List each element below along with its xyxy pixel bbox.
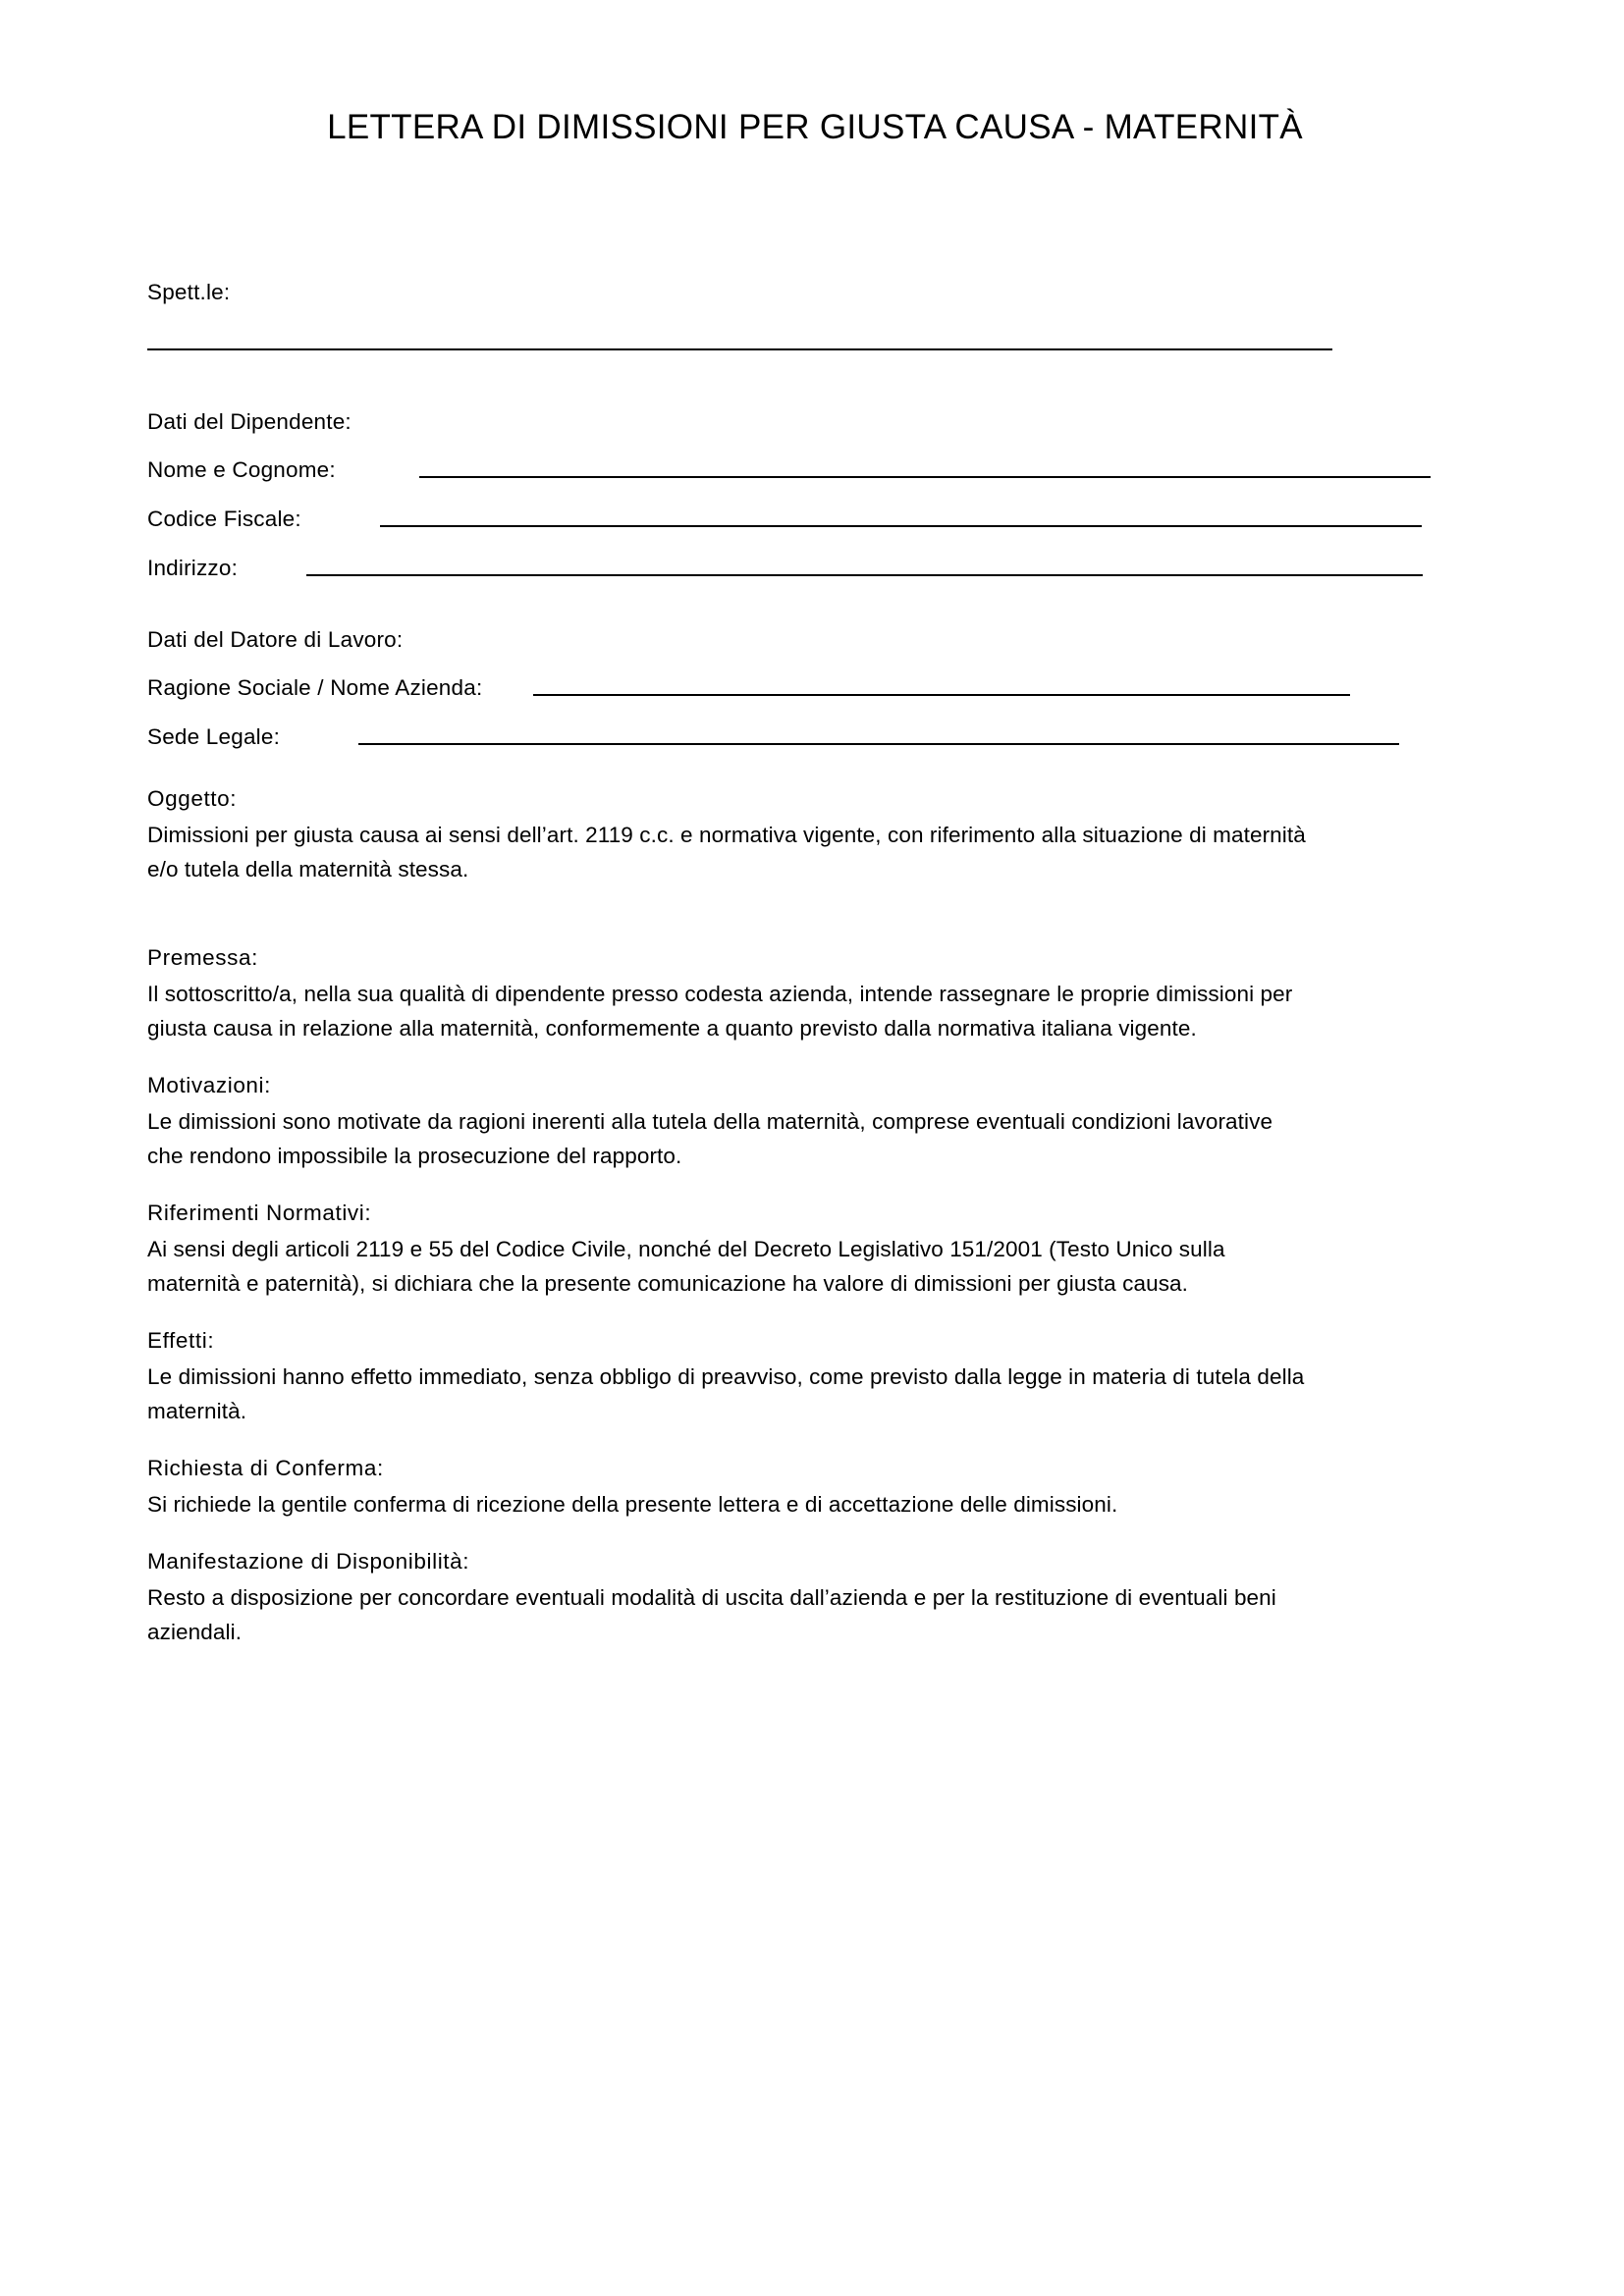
section-effetti <box>147 1328 1483 1428</box>
section-motivazioni <box>147 1073 1483 1173</box>
field-row-sede-legale <box>147 718 1483 751</box>
section-manifestazione-disponibilita <box>147 1549 1483 1649</box>
section-body-richiesta-conferma: Si richiede la gentile conferma di ricezione della presente lettera e di accettazione delle dimissioni. <box>147 1492 1118 1517</box>
field-row-nome-cognome <box>147 451 1483 484</box>
field-input-sede-legale[interactable] <box>358 743 1399 745</box>
section-title-manifestazione-disponibilita: Manifestazione di Disponibilità: <box>147 1549 470 1574</box>
section-title-oggetto: Oggetto: <box>147 786 238 811</box>
section-richiesta-conferma <box>147 1456 1483 1522</box>
field-label-indirizzo: Indirizzo: <box>147 556 239 580</box>
field-label-nome-cognome: Nome e Cognome: <box>147 457 336 482</box>
field-row-ragione-sociale <box>147 668 1483 702</box>
field-input-nome-cognome[interactable] <box>419 476 1431 478</box>
section-body-riferimenti-normativi: Ai sensi degli articoli 2119 e 55 del Codice Civile, nonché del Decreto Legislativo 151/2001 (Testo Unico sulla maternità e paternità), si dichiara che la presente comunicazione ha valore di dimissioni per giusta causa. <box>147 1237 1225 1296</box>
employer-section-heading: Dati del Datore di Lavoro: <box>147 627 404 652</box>
section-body-oggetto: Dimissioni per giusta causa ai sensi dell’art. 2119 c.c. e normativa vigente, con riferimento alla situazione di maternità e/o tutela della maternità stessa. <box>147 823 1306 881</box>
section-body-motivazioni: Le dimissioni sono motivate da ragioni inerenti alla tutela della maternità, comprese eventuali condizioni lavorative che rendono impossibile la prosecuzione del rapporto. <box>147 1109 1273 1168</box>
section-body-premessa: Il sottoscritto/a, nella sua qualità di dipendente presso codesta azienda, intende rassegnare le proprie dimissioni per giusta causa in relazione alla maternità, conformemente a quanto previsto dalla normativa italiana vigente. <box>147 982 1293 1041</box>
section-title-riferimenti-normativi: Riferimenti Normativi: <box>147 1201 372 1225</box>
field-input-ragione-sociale[interactable] <box>533 694 1350 696</box>
section-title-effetti: Effetti: <box>147 1328 215 1353</box>
field-row-codice-fiscale <box>147 500 1483 533</box>
employee-section-heading: Dati del Dipendente: <box>147 409 352 434</box>
section-premessa <box>147 945 1483 1045</box>
section-title-richiesta-conferma: Richiesta di Conferma: <box>147 1456 384 1480</box>
section-body-manifestazione-disponibilita: Resto a disposizione per concordare eventuali modalità di uscita dall’azienda e per la restituzione di eventuali beni aziendali. <box>147 1585 1276 1644</box>
section-oggetto <box>147 786 1483 886</box>
field-input-indirizzo[interactable] <box>306 574 1423 576</box>
page-title: LETTERA DI DIMISSIONI PER GIUSTA CAUSA - MATERNITÀ <box>327 108 1303 146</box>
section-body-effetti: Le dimissioni hanno effetto immediato, senza obbligo di preavviso, come previsto dalla legge in materia di tutela della maternità. <box>147 1364 1305 1423</box>
recipient-label: Spett.le: <box>147 280 231 304</box>
field-label-codice-fiscale: Codice Fiscale: <box>147 507 301 531</box>
section-riferimenti-normativi <box>147 1201 1483 1301</box>
field-label-sede-legale: Sede Legale: <box>147 724 281 749</box>
section-title-motivazioni: Motivazioni: <box>147 1073 271 1097</box>
field-row-indirizzo <box>147 549 1483 582</box>
field-label-ragione-sociale: Ragione Sociale / Nome Azienda: <box>147 675 483 700</box>
document-content <box>147 0 1483 1649</box>
field-input-codice-fiscale[interactable] <box>380 525 1422 527</box>
section-title-premessa: Premessa: <box>147 945 258 970</box>
